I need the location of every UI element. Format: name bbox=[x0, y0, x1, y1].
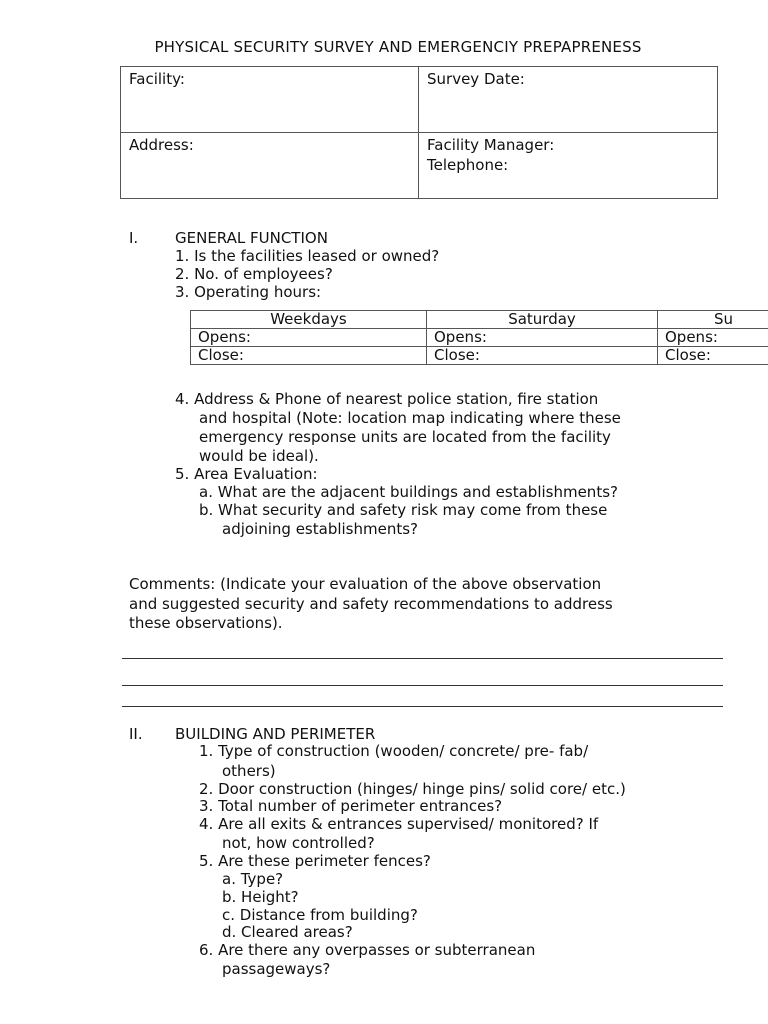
section1-heading: GENERAL FUNCTION bbox=[175, 229, 328, 247]
weekdays-header: Weekdays bbox=[191, 311, 427, 329]
section1-question-4-line3: emergency response units are located from the facility bbox=[199, 428, 611, 446]
section2-question-5b: b. Height? bbox=[222, 888, 299, 906]
survey-date-label: Survey Date: bbox=[427, 70, 525, 88]
saturday-opens[interactable]: Opens: bbox=[427, 329, 658, 347]
section2-question-6-line1: 6. Are there any overpasses or subterranean bbox=[199, 941, 536, 959]
section2-question-1-line1: 1. Type of construction (wooden/ concrete/ pre- fab/ bbox=[199, 742, 589, 760]
section2-question-4-line1: 4. Are all exits & entrances supervised/ monitored? If bbox=[199, 815, 599, 833]
section2-heading: BUILDING AND PERIMETER bbox=[175, 725, 376, 743]
facility-manager-label: Facility Manager: bbox=[427, 136, 555, 154]
section2-question-5a: a. Type? bbox=[222, 870, 284, 888]
comment-answer-line[interactable] bbox=[122, 706, 723, 707]
facility-field[interactable] bbox=[121, 67, 419, 133]
section2-question-5d: d. Cleared areas? bbox=[222, 923, 353, 941]
comments-line3: these observations). bbox=[129, 614, 283, 632]
comment-answer-line[interactable] bbox=[122, 685, 723, 686]
section1-question-4-line1: 4. Address & Phone of nearest police station, fire station bbox=[175, 390, 599, 408]
section1-question-5a: a. What are the adjacent buildings and establishments? bbox=[199, 483, 618, 501]
weekdays-opens[interactable]: Opens: bbox=[191, 329, 427, 347]
sunday-header: Su bbox=[658, 311, 768, 329]
page-title: PHYSICAL SECURITY SURVEY AND EMERGENCIY PREPAPRENESS bbox=[154, 38, 642, 56]
section1-question-5: 5. Area Evaluation: bbox=[175, 465, 318, 483]
weekdays-close[interactable]: Close: bbox=[191, 347, 427, 365]
section1-numeral: I. bbox=[129, 229, 139, 247]
section1-question-1: 1. Is the facilities leased or owned? bbox=[175, 247, 440, 265]
section2-question-2: 2. Door construction (hinges/ hinge pins/ solid core/ etc.) bbox=[199, 780, 626, 798]
section1-question-2: 2. No. of employees? bbox=[175, 265, 333, 283]
facility-info-table bbox=[120, 66, 718, 199]
section2-question-1-line2: others) bbox=[222, 762, 276, 780]
section1-question-4-line2: and hospital (Note: location map indicating where these bbox=[199, 409, 621, 427]
sunday-close[interactable]: Close: bbox=[658, 347, 768, 365]
telephone-label: Telephone: bbox=[427, 156, 509, 174]
saturday-close[interactable]: Close: bbox=[427, 347, 658, 365]
comments-line2: and suggested security and safety recommendations to address bbox=[129, 595, 613, 613]
section2-question-5: 5. Are these perimeter fences? bbox=[199, 852, 431, 870]
facility-manager-field[interactable] bbox=[419, 133, 718, 199]
section1-question-3: 3. Operating hours: bbox=[175, 283, 322, 301]
sunday-opens[interactable]: Opens: bbox=[658, 329, 768, 347]
section1-question-4-line4: would be ideal). bbox=[199, 447, 319, 465]
comment-answer-line[interactable] bbox=[122, 658, 723, 659]
comments-line1: Comments: (Indicate your evaluation of the above observation bbox=[129, 575, 602, 593]
section2-question-4-line2: not, how controlled? bbox=[222, 834, 375, 852]
section1-question-5b-line1: b. What security and safety risk may come from these bbox=[199, 501, 608, 519]
section2-question-3: 3. Total number of perimeter entrances? bbox=[199, 797, 503, 815]
section1-question-5b-line2: adjoining establishments? bbox=[222, 520, 418, 538]
address-field[interactable] bbox=[121, 133, 419, 199]
section2-question-6-line2: passageways? bbox=[222, 960, 331, 978]
operating-hours-table bbox=[190, 310, 768, 365]
survey-date-field[interactable] bbox=[419, 67, 718, 133]
section2-question-5c: c. Distance from building? bbox=[222, 906, 418, 924]
section2-numeral: II. bbox=[129, 725, 143, 743]
address-label: Address: bbox=[129, 136, 194, 154]
saturday-header: Saturday bbox=[427, 311, 658, 329]
facility-label: Facility: bbox=[129, 70, 185, 88]
